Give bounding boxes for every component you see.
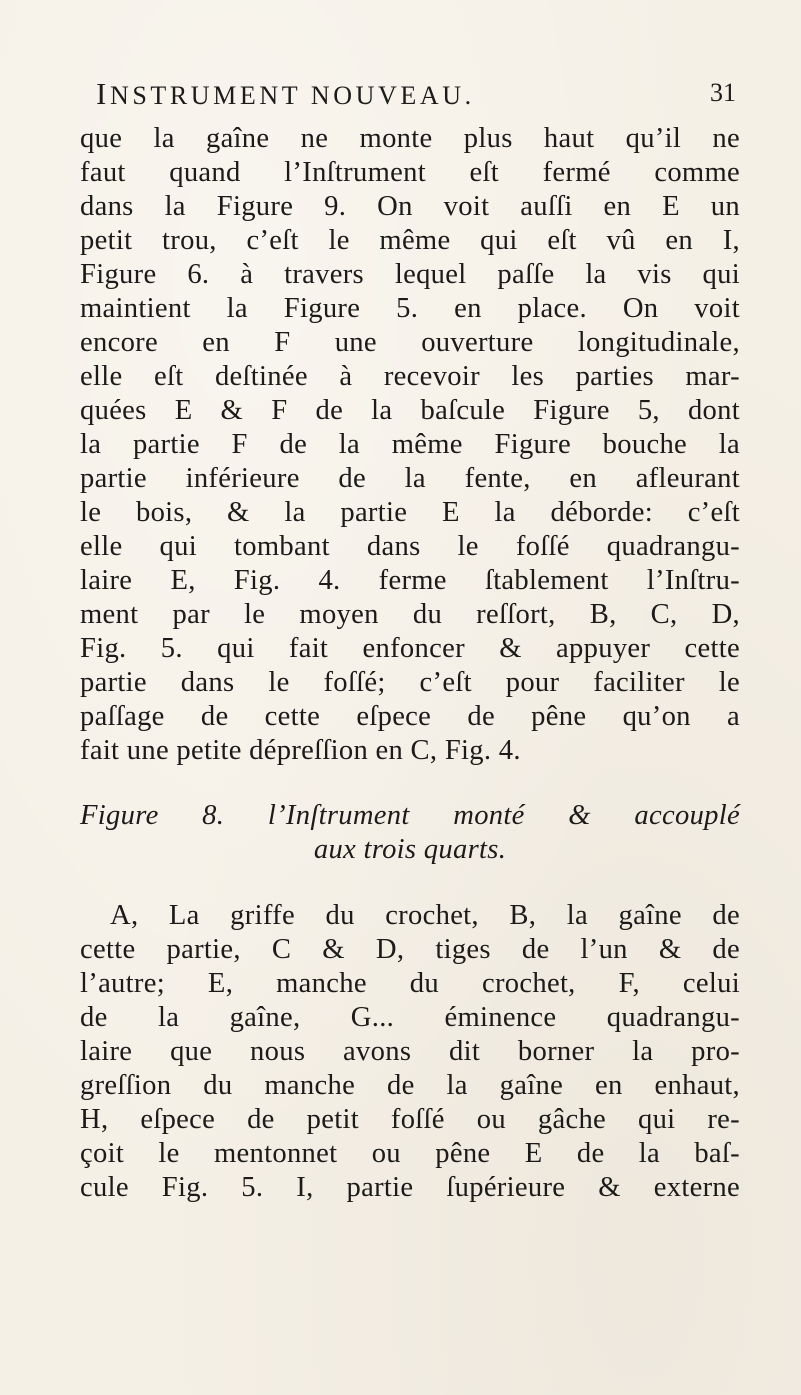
running-header xyxy=(96,76,736,116)
running-title xyxy=(96,76,475,112)
text-line: laire que nous avons dit borner la pro- xyxy=(80,1036,740,1067)
text-line: cule Fig. 5. I, partie ſupérieure & externe xyxy=(80,1172,740,1203)
text-line: quées E & F de la baſcule Figure 5, dont xyxy=(80,395,740,426)
text-line: fait une petite dépreſſion en C, Fig. 4. xyxy=(80,735,521,766)
running-title-rest: NSTRUMENT NOUVEAU. xyxy=(109,81,475,110)
text-line: petit trou, c’eſt le même qui eſt vû en I, xyxy=(80,225,740,256)
text-line: H, eſpece de petit foſſé ou gâche qui re- xyxy=(80,1104,740,1135)
figure-caption-line: Figure 8. l’Inſtrument monté & accouplé xyxy=(80,800,740,831)
text-line: le bois, & la partie E la déborde: c’eſt xyxy=(80,497,740,528)
text-line: A, La griffe du crochet, B, la gaîne de xyxy=(110,900,740,931)
text-line: maintient la Figure 5. en place. On voit xyxy=(80,293,740,324)
text-line: que la gaîne ne monte plus haut qu’il ne xyxy=(80,123,740,154)
text-line: la partie F de la même Figure bouche la xyxy=(80,429,740,460)
text-line: Fig. 5. qui fait enfoncer & appuyer cette xyxy=(80,633,740,664)
text-line: paſſage de cette eſpece de pêne qu’on a xyxy=(80,701,740,732)
text-line: de la gaîne, G... éminence quadrangu- xyxy=(80,1002,740,1033)
text-line: partie inférieure de la fente, en afleurant xyxy=(80,463,740,494)
text-line: Figure 6. à travers lequel paſſe la vis qui xyxy=(80,259,740,290)
page-number: 31 xyxy=(710,78,736,107)
text-line: elle qui tombant dans le foſſé quadrangu- xyxy=(80,531,740,562)
text-line: partie dans le foſſé; c’eſt pour faciliter le xyxy=(80,667,740,698)
text-line: dans la Figure 9. On voit auſſi en E un xyxy=(80,191,740,222)
running-title-initial: I xyxy=(96,76,110,111)
text-line: cette partie, C & D, tiges de l’un & de xyxy=(80,934,740,965)
text-line: l’autre; E, manche du crochet, F, celui xyxy=(80,968,740,999)
text-line: laire E, Fig. 4. ferme ſtablement l’Inſtru- xyxy=(80,565,740,596)
text-line: faut quand l’Inſtrument eſt fermé comme xyxy=(80,157,740,188)
text-line: encore en F une ouverture longitudinale, xyxy=(80,327,740,358)
text-line: çoit le mentonnet ou pêne E de la baſ- xyxy=(80,1138,740,1169)
text-line: elle eſt deſtinée à recevoir les parties mar- xyxy=(80,361,740,392)
figure-caption-line: aux trois quarts. xyxy=(313,834,507,865)
text-line: ment par le moyen du reſſort, B, C, D, xyxy=(80,599,740,630)
text-line: greſſion du manche de la gaîne en enhaut, xyxy=(80,1070,740,1101)
